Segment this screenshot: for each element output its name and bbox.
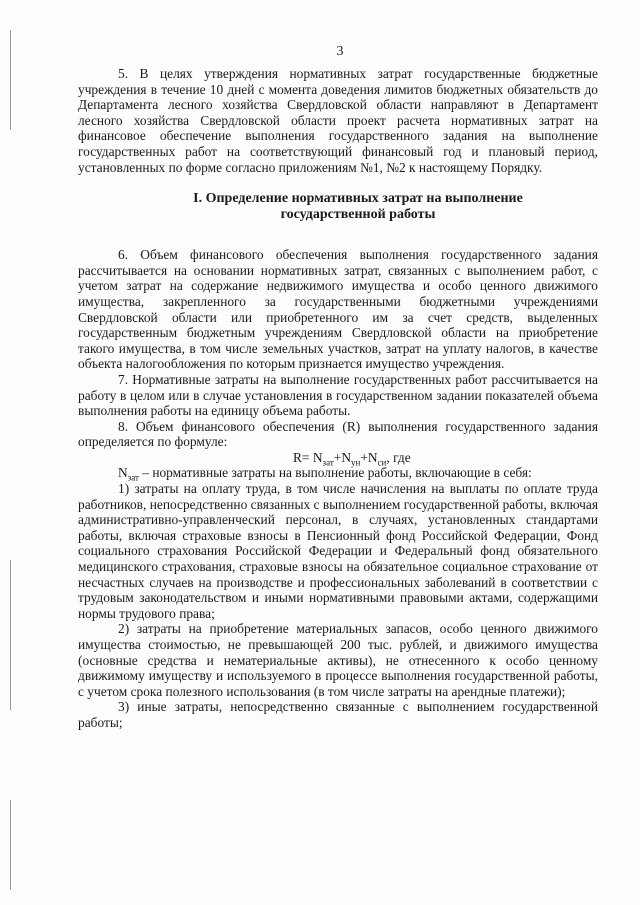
scan-margin-mark <box>10 560 11 710</box>
paragraph-5: 5. В целях утверждения нормативных затрат государственные бюджетные учреждения в течение 10 дней с момента доведения лимитов бюджетных обязательств до Департамента лесного хозяйства Свердловской области направляют в Департамент лесного хозяйства Свердловской области проект расчета нормативных затрат на финансовое обеспечение выполнения государственного задания на выполнение государственных работ на соответствующий финансовый год и плановый период, установленных по форме согласно приложениям №1, №2 к настоящему Порядку. <box>78 66 598 175</box>
definition-nzat <box>78 465 598 484</box>
formula-sub-zat: зат <box>322 457 334 468</box>
section-heading-line-2: государственной работы <box>280 207 436 223</box>
formula <box>78 450 598 466</box>
paragraph-8: 8. Объем финансового обеспечения (R) выполнения государственного задания определяется по формуле: <box>78 418 598 450</box>
document-body <box>78 66 598 731</box>
list-item-3: 3) иные затраты, непосредственно связанные с выполнением государственной работы; <box>78 699 598 730</box>
section-heading-line-1: I. Определение нормативных затрат на выполнение <box>193 191 523 207</box>
list-item-2: 2) затраты на приобретение материальных запасов, особо ценного движимого имущества стоимостью, не превышающей 200 тыс. рублей, и движимого имущества (основные средства и нематериальные активы), не отнесенного к особо ценному движимому имуществу и используемого в процессе выполнения государственной работы, с учетом срока полезного использования (в том числе затраты на арендные платежи); <box>78 621 598 699</box>
scan-margin-mark <box>10 800 11 890</box>
definition-text: – нормативные затраты на выполнение работы, включающие в себя: <box>138 465 532 481</box>
formula-plus-2: +N <box>360 449 378 465</box>
page-number: 3 <box>336 44 344 59</box>
list-item-1: 1) затраты на оплату труда, в том числе начисления на выплаты по оплате труда работников, непосредственно связанных с выполнением государственной работы, включая административно-управленческий персонал, в случаях, установленных стандартами работы, включая страховые взносы в Пенсионный фонд Российской Федерации, Фонд социального страхования Российской Федерации и Федеральный фонд обязательного медицинского страхования, страховые взносы на обязательное социальное страхование от несчастных случаев на производстве и профессиональных заболеваний в соответствии с трудовым законодательством и иными нормативными правовыми актами, содержащими нормы трудового права; <box>78 481 598 621</box>
definition-symbol: N <box>118 465 128 481</box>
formula-sub-un: ун <box>351 457 361 468</box>
definition-sub: зат <box>127 473 139 484</box>
paragraph-6: 6. Объем финансового обеспечения выполнения государственного задания рассчитывается на основании нормативных затрат, связанных с выполнением работ, с учетом затрат на содержание недвижимого имущества и особо ценного движимого имущества, закрепленного за государственными бюджетными учреждениями Свердловской области или приобретенного им за счет средств, выделенных государственным бюджетным учреждениям Свердловской области на приобретение такого имущества, в том числе земельных участков, затрат на уплату налогов, в качестве объекта налогообложения по которым признается имущество учреждения. <box>78 247 598 372</box>
formula-lhs: R= N <box>293 449 323 465</box>
formula-tail: , где <box>386 449 411 465</box>
formula-sub-si: си <box>377 457 387 468</box>
paragraph-7: 7. Нормативные затраты на выполнение государственных работ рассчитывается на работу в целом или в случае установления в государственном задании показателей объема выполнения работы на единицу объема работы. <box>78 371 598 419</box>
formula-plus-1: +N <box>333 449 351 465</box>
section-heading <box>78 191 598 223</box>
